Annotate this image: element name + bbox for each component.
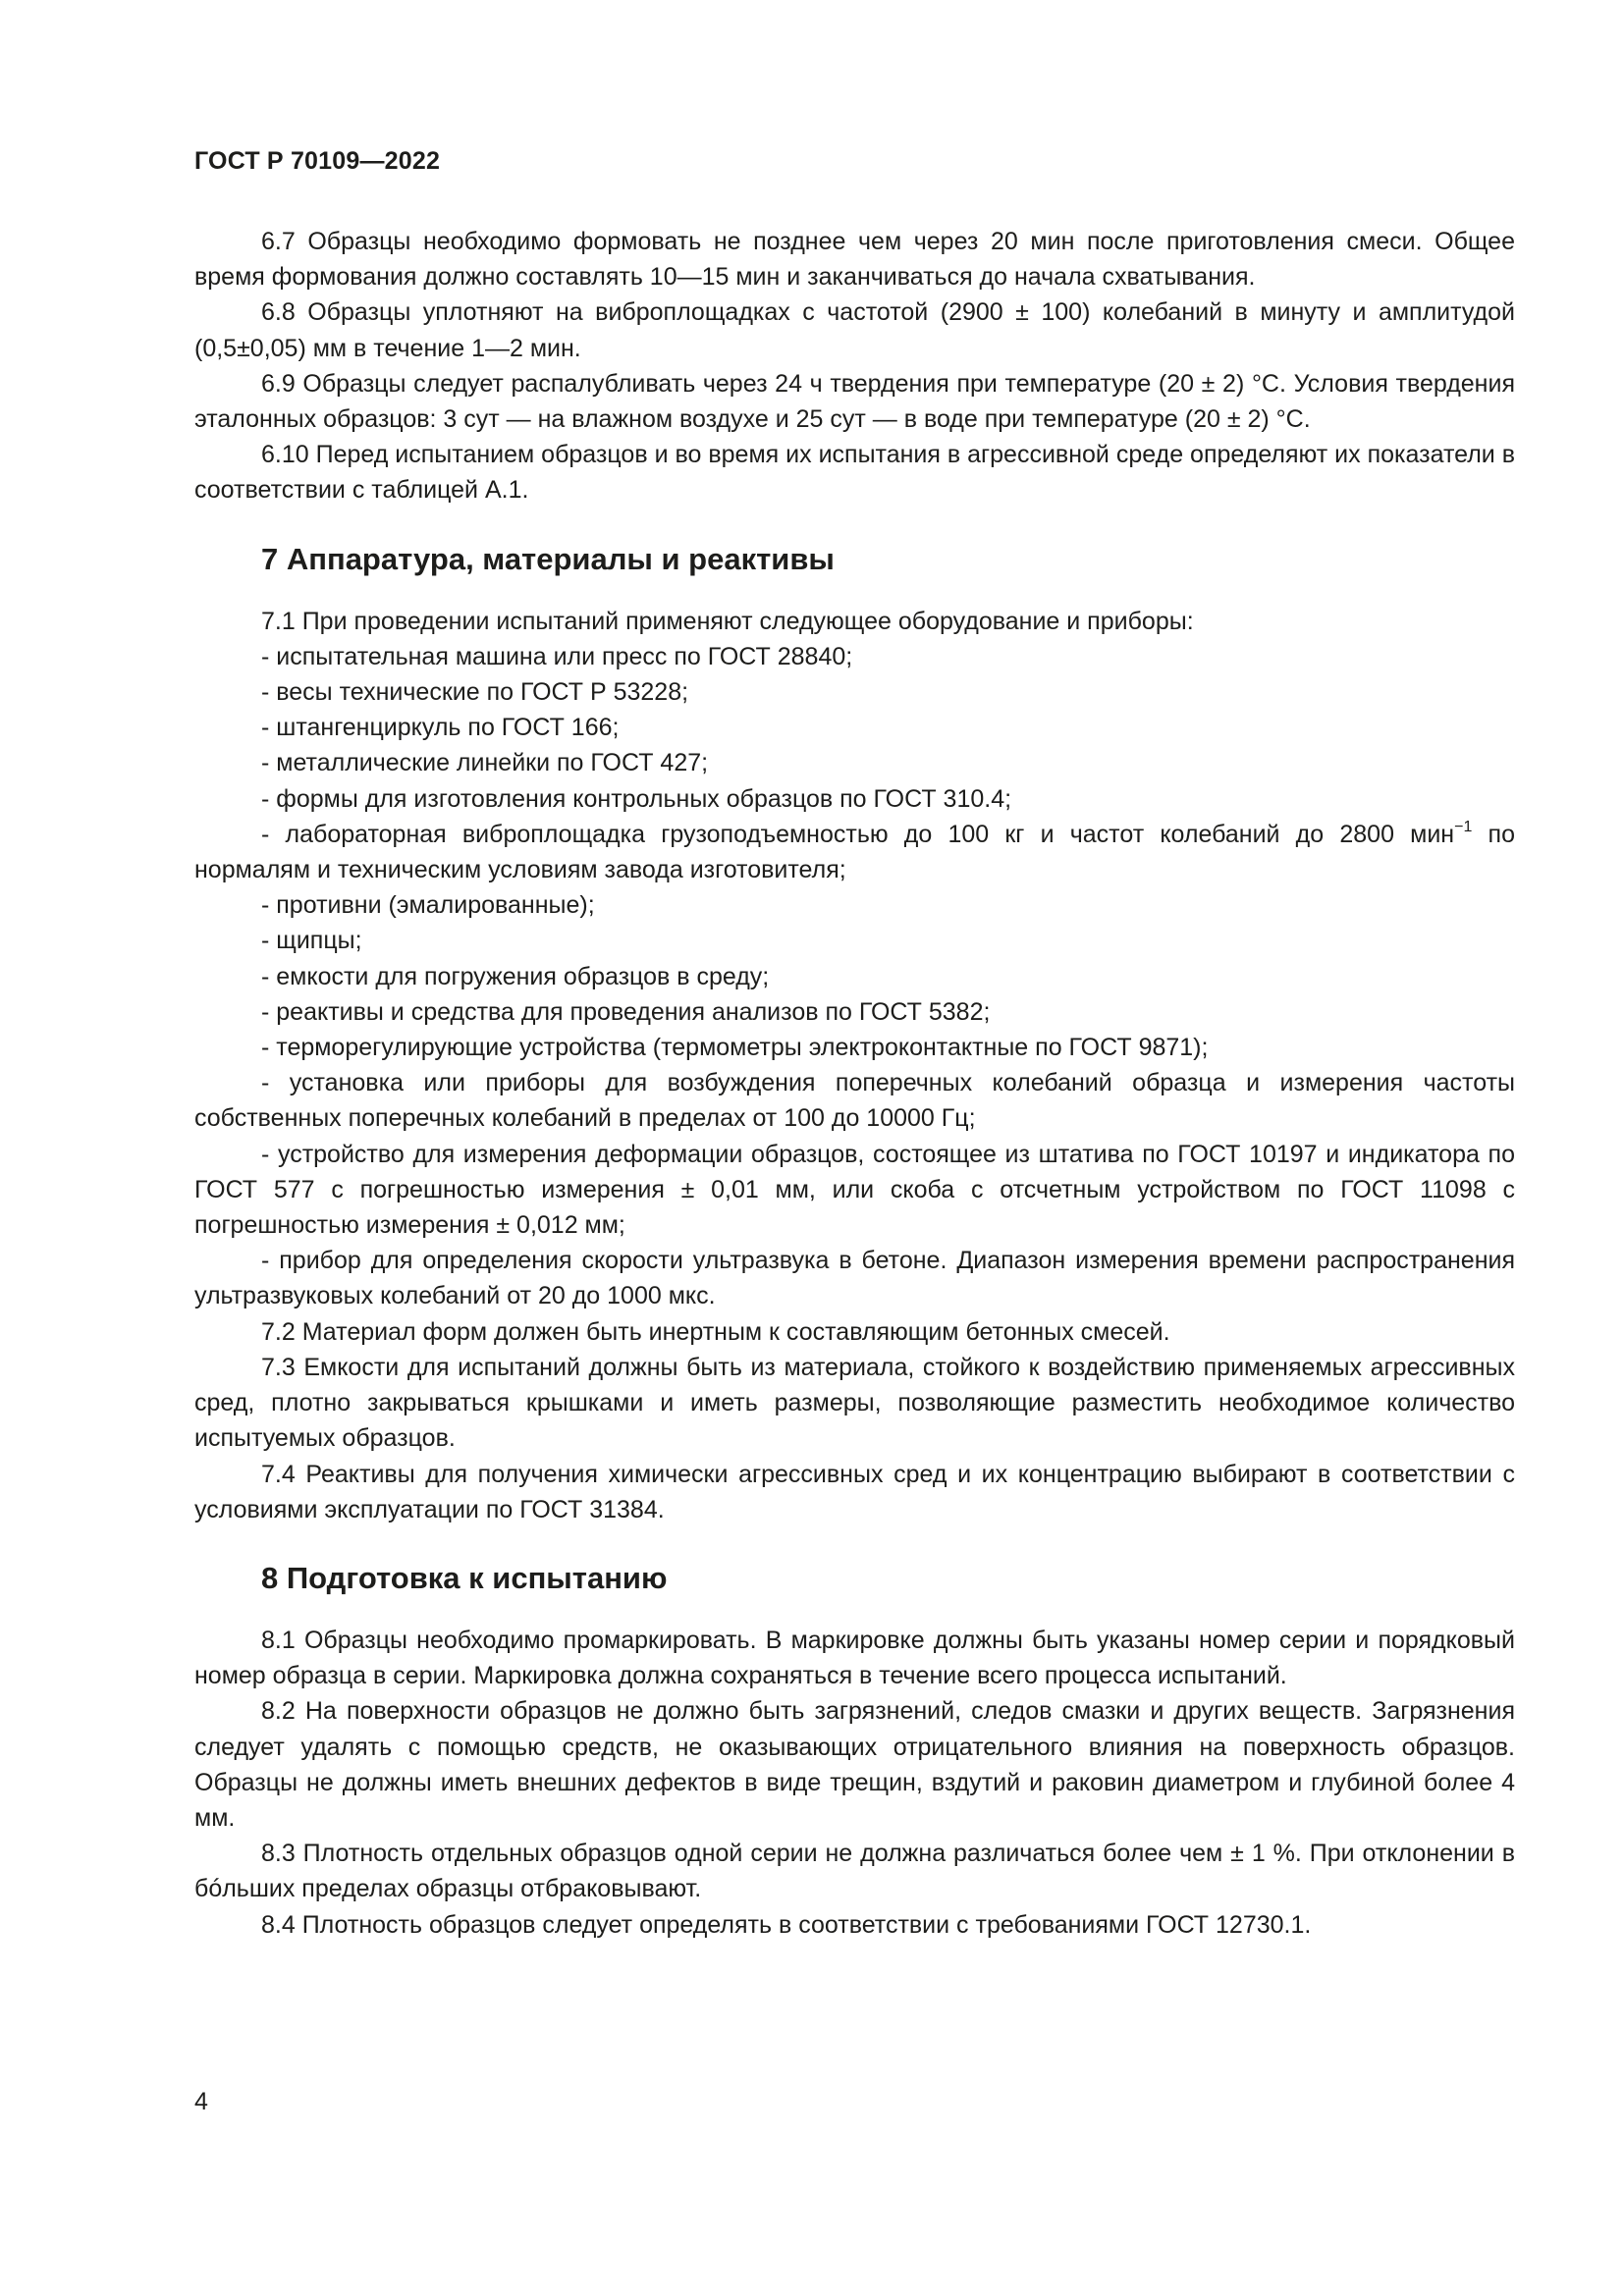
paragraph-6-8: 6.8 Образцы уплотняют на виброплощадках с частотой (2900 ± 100) колебаний в минуту и амплитудой (0,5±0,05) мм в течение 1—2 мин.: [194, 298, 1515, 362]
list-item-containers: - емкости для погружения образцов в среду;: [261, 962, 770, 990]
list-item-vibration-device: - установка или приборы для возбуждения поперечных колебаний образца и измерения частоты собственных поперечных колебаний в пределах от 100 до 10000 Гц;: [194, 1069, 1515, 1133]
list-item-reagents: - реактивы и средства для проведения анализов по ГОСТ 5382;: [261, 997, 991, 1026]
page-number: 4: [194, 2088, 208, 2115]
list-item-vibro-platform: [194, 817, 1515, 887]
document-header: ГОСТ Р 70109—2022: [194, 147, 441, 175]
paragraph-6-7: 6.7 Образцы необходимо формовать не позднее чем через 20 мин после приготовления смеси. Общее время формования должно составлять 10—15 мин и заканчиваться до начала схватывания.: [194, 228, 1515, 292]
list-item-ultrasound-device: - прибор для определения скорости ультразвука в бетоне. Диапазон измерения времени распространения ультразвуковых колебаний от 20 до 1000 мкс.: [194, 1247, 1515, 1310]
section-7-heading: 7 Аппаратура, материалы и реактивы: [261, 541, 835, 576]
list-item-forms: - формы для изготовления контрольных образцов по ГОСТ 310.4;: [261, 784, 1012, 813]
paragraph-6-9: 6.9 Образцы следует распалубливать через 24 ч твердения при температуре (20 ± 2) °С. Условия твердения эталонных образцов: 3 сут — на влажном воздухе и 25 сут — в воде при температуре (20 ± 2) °С.: [194, 369, 1515, 434]
list-item-testing-machine: - испытательная машина или пресс по ГОСТ 28840;: [261, 642, 853, 670]
list-item-thermoregulators: - терморегулирующие устройства (термометры электроконтактные по ГОСТ 9871);: [261, 1034, 1209, 1062]
vibro-text: - лабораторная виброплощадка грузоподъемностью до 100 кг и частот колебаний до 2800 мин: [261, 820, 1455, 848]
section-8-heading: 8 Подготовка к испытанию: [261, 1560, 668, 1595]
list-item-trays: - противни (эмалированные);: [261, 891, 595, 920]
list-item-tongs: - щипцы;: [261, 927, 362, 955]
paragraph-7-1: 7.1 При проведении испытаний применяют следующее оборудование и приборы:: [261, 607, 1194, 635]
vibro-superscript: −1: [1454, 818, 1473, 835]
document-body: [194, 224, 1515, 1943]
paragraph-7-3: 7.3 Емкости для испытаний должны быть из материала, стойкого к воздействию применяемых агрессивных сред, плотно закрываться крышками и иметь размеры, позволяющие разместить необходимое количество испытуемых образцов.: [194, 1353, 1515, 1453]
paragraph-6-10: 6.10 Перед испытанием образцов и во время их испытания в агрессивной среде определяют их показатели в соответствии с таблицей А.1.: [194, 441, 1515, 505]
paragraph-8-1: 8.1 Образцы необходимо промаркировать. В маркировке должны быть указаны номер серии и порядковый номер образца в серии. Маркировка должна сохраняться в течение всего процесса испытаний.: [194, 1626, 1515, 1690]
list-item-deformation-device: - устройство для измерения деформации образцов, состоящее из штатива по ГОСТ 10197 и индикатора по ГОСТ 577 с погрешностью измерения ± 0,01 мм, или скоба с отсчетным устройством по ГОСТ 11098 с погрешностью измерения ± 0,012 мм;: [194, 1140, 1515, 1240]
paragraph-7-4: 7.4 Реактивы для получения химически агрессивных сред и их концентрацию выбирают в соответствии с условиями эксплуатации по ГОСТ 31384.: [194, 1460, 1515, 1523]
paragraph-7-2: 7.2 Материал форм должен быть инертным к составляющим бетонных смесей.: [261, 1317, 1170, 1346]
vibro-tail: по нормалям и техническим условиям завода изготовителя;: [194, 820, 1515, 884]
list-item-scales: - весы технические по ГОСТ Р 53228;: [261, 678, 689, 707]
paragraph-8-2: 8.2 На поверхности образцов не должно быть загрязнений, следов смазки и других веществ. Загрязнения следует удалять с помощью средств, не оказывающих отрицательного влияния на поверхность образцов. Образцы не должны иметь внешних дефектов в виде трещин, вздутий и раковин диаметром и глубиной более 4 мм.: [194, 1697, 1515, 1832]
list-item-caliper: - штангенциркуль по ГОСТ 166;: [261, 714, 620, 742]
paragraph-8-3: 8.3 Плотность отдельных образцов одной серии не должна различаться более чем ± 1 %. При отклонении в бóльших пределах образцы отбраковывают.: [194, 1840, 1515, 1903]
list-item-rulers: - металлические линейки по ГОСТ 427;: [261, 749, 709, 777]
paragraph-8-4: 8.4 Плотность образцов следует определять в соответствии с требованиями ГОСТ 12730.1.: [261, 1910, 1312, 1939]
